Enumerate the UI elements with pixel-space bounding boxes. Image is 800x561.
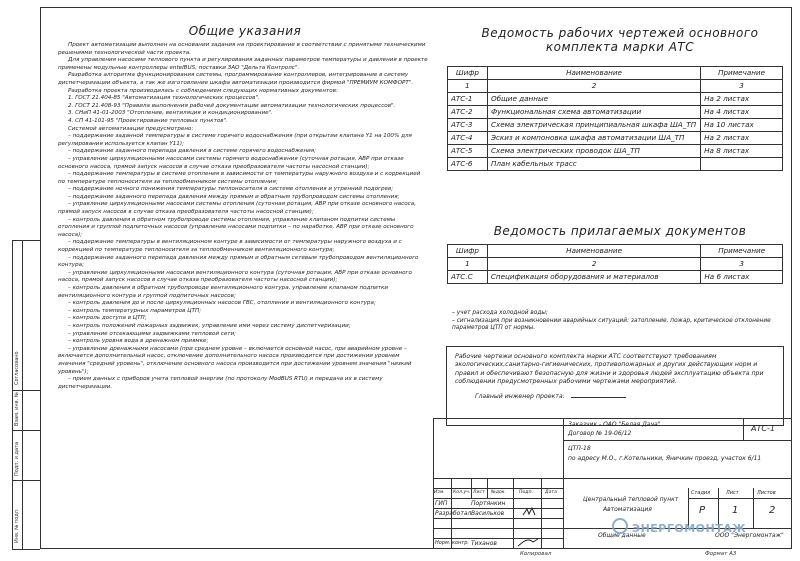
general-paragraph: – контроль давления до и после циркуляционных насосов ГВС, отопления и вентиляционного контура; [68,300,376,307]
col-number: 3 [701,80,783,93]
row-code: АТС-1 [448,93,488,106]
col-kol: Кол.уч. [453,490,471,495]
stage-value: Р [699,505,706,516]
organization: ООО "Энергомонтаж" [715,532,784,539]
norm-control-name: Тиханов [471,540,497,547]
general-paragraph: – управление циркуляционными насосами вентиляционного контура (суточная ротация, АВР при отказе основного насоса, прямой запуск насосов в случае отказа преобразователя частоты насосной станции); [58,269,412,284]
general-paragraph: – контроль температурных параметров ЦТП; [68,307,202,314]
col-podp: Подп. [519,490,533,495]
col-number: 2 [487,258,700,271]
customer-text: Заказчик - ОАО "Белая Дача" [568,421,661,428]
col-number: 3 [701,258,783,271]
list-value: 1 [732,505,739,516]
working-title: Ведомость рабочих чертежей основного комплекта марки АТС [481,26,759,54]
attached-title: Ведомость прилагаемых документов [493,224,747,238]
developer-signature [521,506,537,518]
table-row [448,132,783,145]
header-name: Наименование [487,245,700,258]
general-paragraph: – поддержание заданной температуры в системе горячего водоснабжения (при открытии клапана Y1 на 100% для регулирования используется клапан Y11); [58,133,412,147]
col-list: Лист [473,490,485,495]
row-name: Схема электрическая принципиальная шкафа ША_ТП [487,119,700,132]
row-note: На 8 листах [701,145,783,158]
header-code: Шифр [448,67,488,80]
gip-role: ГИП [435,500,448,507]
developer-role: Разработал [435,510,472,517]
header-code: Шифр [448,245,488,258]
developer-name: Васильков [471,510,505,517]
row-name: Функциональная схема автоматизации [487,106,700,119]
table-header [448,67,783,80]
lists-value: 2 [769,505,776,516]
general-paragraph: – поддержание температуры в вентиляционном контуре в зависимости от температуры наружного воздуха и с коррекцией по температуре теплоносителя за теплообменником вентиляционного контура; [58,239,402,254]
row-code: АТС-3 [448,119,488,132]
general-paragraph: – контроль доступа в ЦТП; [68,315,147,322]
general-paragraph: – контроль давления в обратном трубопроводе системы отопления, управление клапаном подпитки системы отопления и группой подпиточных насосов (управление насосами подпитки – по наработке, АВР при отказе основного насоса); [58,216,414,238]
general-paragraph: – поддержание ночного понижения температуры теплоносителя в системе отопления и утренний подогрев; [68,186,394,193]
sidebar-label-sign-date: Подп. и дата [14,441,20,476]
note-line: – сигнализация при возникновении аварийных ситуаций: затопление, пожар, критическое отклонение параметров ЦТП от нормы. [452,317,771,332]
gip-name: Портянкин [471,500,506,507]
col-date: Дата [545,490,557,495]
general-paragraph: – контроль положений пожарных задвижек, управление ими через систему диспетчеризации; [68,322,351,329]
norm-control-signature [517,536,539,548]
object-address: по адресу М.О., г.Котельники, Яничкин проезд, участок 6/11 [568,455,762,462]
row-name: Общие данные [487,93,700,106]
general-paragraph: 2. ГОСТ 21.408-93 "Правила выполнения рабочей документации автоматизации технологических процессов". [68,102,396,109]
general-paragraph: Для управления насосами теплового пункта и регулирования заданных параметров температуры и давления в проекте применены модульные контроллеры entelBUS, поставки ЗАО "Дельта Контролс". [58,57,428,71]
row-name: Спецификация оборудования и материалов [487,271,700,284]
general-paragraph: – управление циркуляционными насосами системы отопления (суточная ротация, АВР при отказе основного насоса, прямой запуск насосов в случае отказа преобразователя частоты насосной станции); [58,201,416,216]
table-row [448,158,783,171]
row-name: Эскиз и компоновка шкафа автоматизации ША_ТП [487,132,700,145]
row-code: АТС-5 [448,145,488,158]
data-title: Общие данные [598,532,646,539]
row-code: АТС-2 [448,106,488,119]
general-paragraph: – управление дренажными насосами (при среднем уровне – включается основной насос, при аварийном уровне – включается дополнительный насос, отключение дополнительного насоса производится при достижении уровнем значения "средний уровень", отключение основного насоса производится при достижении уровнем значения "низкий уровень"); [58,345,412,375]
attached-docs-table [447,244,783,284]
general-paragraph: Системой автоматизации предусмотрено: [68,125,194,132]
general-paragraph: – управление отсекающими задвижками тепловой сети; [68,330,237,337]
row-note: На 2 листах [701,93,783,106]
row-note: На 2 листах [701,132,783,145]
general-paragraph: – поддержание температуры в системе отопления в зависимости от температуры наружного воздуха и с коррекцией по температуре теплоносителя за теплообменником системы отопления; [58,171,421,185]
copied-label: Копировал [520,551,552,557]
lists-header: Листов [757,490,776,496]
row-name: План кабельных трасс [487,158,700,171]
sheet-code: АТС-1 [751,424,775,433]
extra-notes [452,310,782,333]
header-note: Примечание [701,245,783,258]
general-paragraph: – контроль уровня вода в дренажном приямке; [68,338,209,345]
general-title: Общие указания [188,24,302,38]
row-note [701,158,783,171]
table-row [448,119,783,132]
table-header [448,245,783,258]
sidebar-label-inv: Инв. № подл. [14,508,20,543]
table-row [448,106,783,119]
binding-sidebar [12,240,40,549]
table-row [448,271,783,284]
compliance-text: Рабочие чертежи основного комплекта марки АТС соответствуют требованиям экологических,санитарно-гигиенических, противопожарных и других действующих норм и правил и обеспечивают безопасную для жизни и здоровья людей эксплуатацию объекта при соблюдении предусмотренных рабочими чертежами мероприятий. [455,353,764,386]
general-paragraph: 4. СП 41-101-95 "Проектирование тепловых пунктов". [68,117,228,124]
col-doc: №док. [491,490,506,495]
general-paragraph: 3. СНиП 41-01-2003 "Отопление, вентиляция и кондиционирование". [68,110,273,117]
block-title-2: Автоматизация [603,506,652,513]
table-row [448,145,783,158]
general-paragraph: – контроль давления в обратном трубопроводе вентиляционного контура, управление клапаном подпитки вентиляционного контура и группой подпиточных насосов; [58,285,389,299]
general-paragraph: 1. ГОСТ 21.404-85 "Автоматизация технологических процессов". [68,95,260,102]
general-paragraph: Проект автоматизации выполнен на основании задания на проектирование в соответствии с принятыми техническими решениями технологической части проекта. [58,42,426,56]
general-paragraph: Разработка алгоритма функционирования системы, программирование контроллеров, интегрирование в систему диспетчеризации объекта, а так же изготовление шкафа автоматизации производится фирмой "ПРЕМИУМ КОМФОРТ". [58,72,414,86]
general-paragraph: – поддержание заданного перепада давления между прямым и обратным сетевым трубопроводом вентиляционного контура; [58,254,419,269]
object-name: ЦТП-18 [568,445,591,452]
col-number: 1 [448,80,488,93]
table-numbers [448,80,783,93]
general-paragraph: – управление циркуляционными насосами системы горячего водоснабжения (суточная ротация, АВР при отказе основного насоса, прямой запуск насосов в случае отказа преобразователя частоты насосной станции); [58,155,404,170]
working-drawings-table [447,66,783,171]
row-code: АТС-4 [448,132,488,145]
general-paragraph: – поддержание заданного перепада давления в системе горячего водоснабжения; [68,148,317,155]
col-number: 1 [448,258,488,271]
block-title-1: Центральный тепловой пункт [583,496,679,503]
chief-engineer-label: Главный инженер проекта: [475,392,565,400]
general-notes [58,42,428,391]
row-note: На 6 листах [701,271,783,284]
header-note: Примечание [701,67,783,80]
energomontazh-watermark: ЭНЕРГОМОНТАЖ [632,522,747,535]
general-paragraph: – поддержание заданного перепада давления между прямым и обратным трубопроводом системы отопления; [68,193,400,200]
sidebar-label-replace: Взам. инв. № [14,392,20,426]
note-line: – учет расхода холодной воды; [452,310,548,316]
general-paragraph: – прием данных с приборов учета тепловой энергии (по протоколу ModBUS RTU) и передача их в систему диспетчеризации. [58,376,383,390]
row-note: На 10 листах [701,119,783,132]
row-code: АТС-6 [448,158,488,171]
compliance-box [446,346,784,426]
col-izm: Изм. [434,490,445,495]
norm-control-role: Норм. контр. [435,540,469,546]
header-name: Наименование [487,67,700,80]
general-paragraph: Разработка проекта производилась с соблюдением следующих нормативных документов: [68,87,338,94]
chief-signature-line [571,397,626,398]
format-label: Формат А3 [705,551,737,557]
row-note: На 4 листах [701,106,783,119]
contract-text: Договор № 19-06/12 [568,430,632,437]
list-header: Лист [726,490,739,496]
col-number: 2 [487,80,700,93]
row-code: АТС.С [448,271,488,284]
table-row [448,93,783,106]
row-name: Схема электрических проводок ША_ТП [487,145,700,158]
stage-header: Стадия [691,490,711,496]
table-numbers [448,258,783,271]
energomontazh-logo-icon [612,518,628,534]
sidebar-label-agreed: Согласовано [14,351,20,385]
